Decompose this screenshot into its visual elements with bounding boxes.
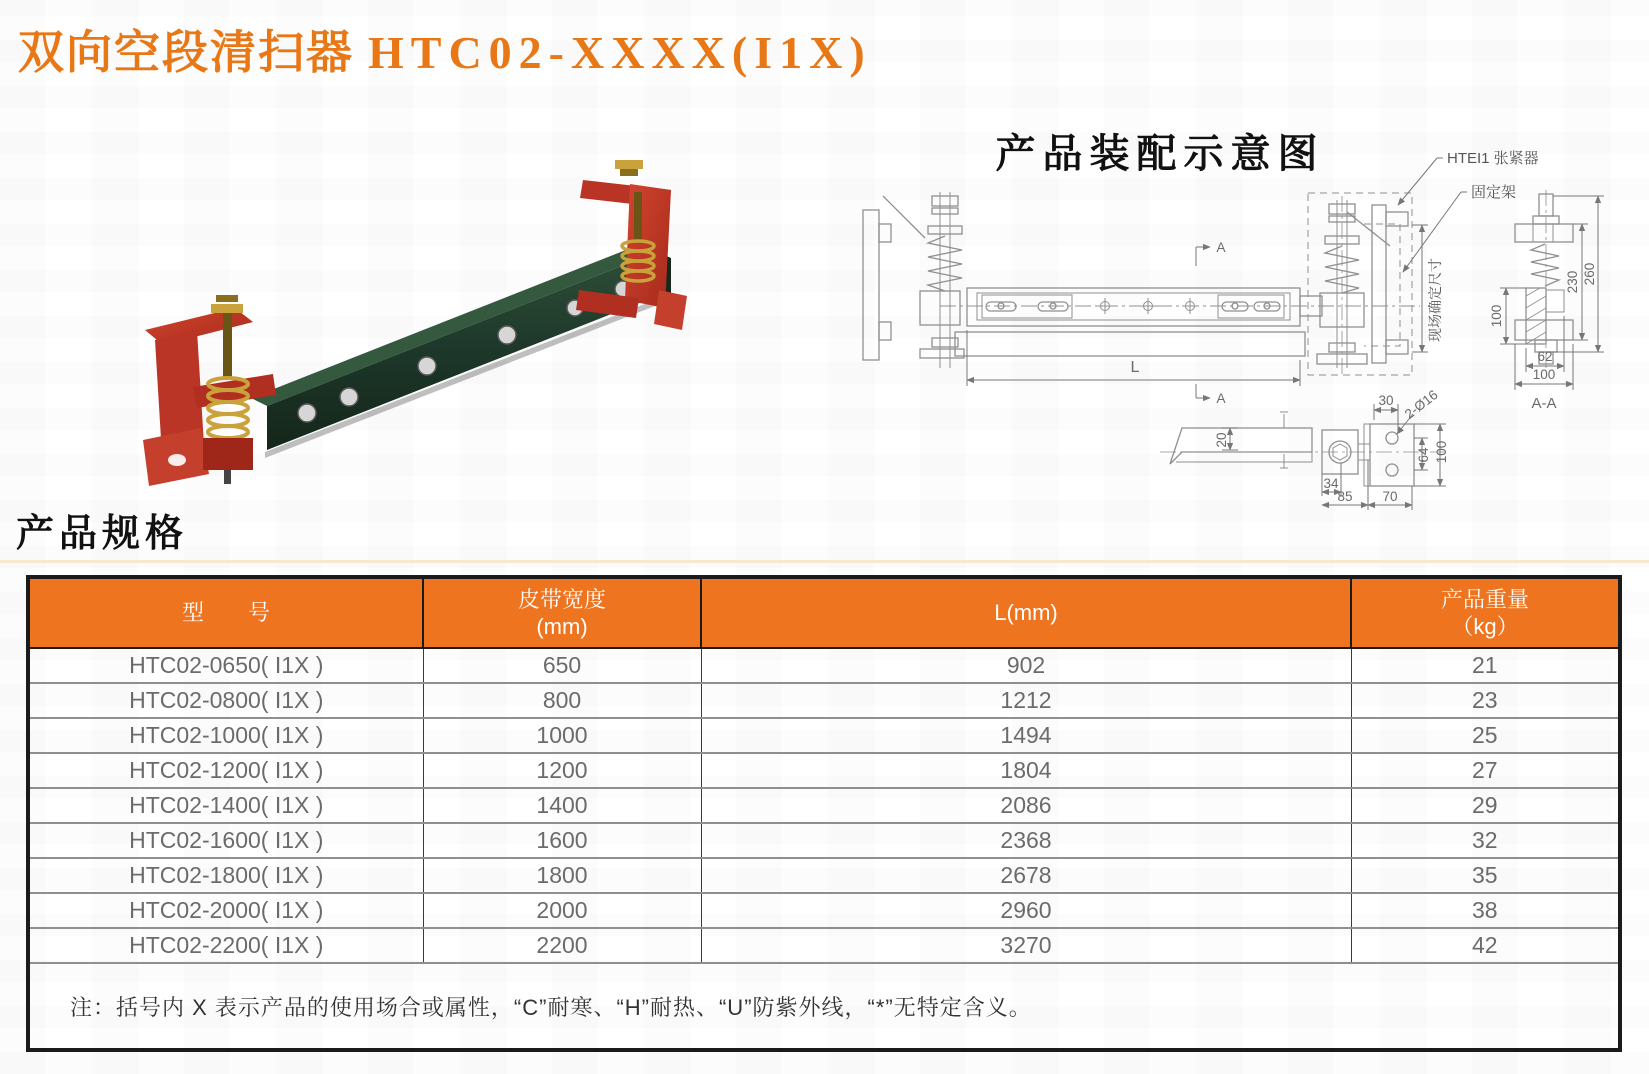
table-cell: 2960: [701, 893, 1351, 928]
header-line: 型 号: [181, 600, 270, 626]
col-header-belt-width: [423, 577, 701, 648]
section-a-label: A: [1216, 391, 1226, 406]
assembly-diagram: [810, 120, 1649, 515]
col-header-length: [701, 577, 1351, 648]
table-row: [28, 858, 1620, 893]
table-cell: 2086: [701, 788, 1351, 823]
page-title-code: HTC02-XXXX(I1X): [368, 27, 872, 78]
table-cell: 1000: [423, 718, 701, 753]
dim-64: 64: [1416, 447, 1431, 463]
table-row: [28, 753, 1620, 788]
frame-label: 固定架: [1471, 184, 1517, 201]
table-row: [28, 823, 1620, 858]
tensioner-label: HTEI1 张紧器: [1447, 150, 1539, 167]
table-cell: 21: [1351, 648, 1620, 683]
section-view-label: A-A: [1531, 395, 1557, 412]
table-cell: 2000: [423, 893, 701, 928]
dim-34: 34: [1323, 476, 1339, 491]
table-cell: 902: [701, 648, 1351, 683]
table-cell: HTC02-1400( I1X ): [28, 788, 423, 823]
col-header-weight: [1351, 577, 1620, 648]
table-cell: HTC02-0650( I1X ): [28, 648, 423, 683]
table-note: 注：括号内 X 表示产品的使用场合或属性，“C”耐寒、“H”耐热、“U”防紫外线，“*”无特定含义。: [28, 963, 1620, 1050]
table-cell: HTC02-1800( I1X ): [28, 858, 423, 893]
table-row: [28, 893, 1620, 928]
header-line: L(mm): [994, 600, 1058, 626]
dim-62: 62: [1537, 349, 1553, 364]
table-cell: 32: [1351, 823, 1620, 858]
dim-100-detail: 100: [1434, 440, 1449, 464]
table-row: [28, 928, 1620, 963]
table-cell: 1494: [701, 718, 1351, 753]
dim-70: 70: [1382, 489, 1398, 504]
diagram-title: 产品装配示意图: [995, 132, 1325, 176]
site-dim-label: 现场确定尺寸: [1427, 258, 1443, 342]
page-title-zh: 双向空段清扫器: [18, 27, 354, 78]
table-cell: 27: [1351, 753, 1620, 788]
header-line: 产品重量: [1440, 586, 1529, 612]
table-cell: 800: [423, 683, 701, 718]
table-cell: 3270: [701, 928, 1351, 963]
table-cell: 1600: [423, 823, 701, 858]
table-row: [28, 788, 1620, 823]
dim-100-left: 100: [1489, 304, 1504, 328]
specs-table: [26, 575, 1622, 1052]
table-cell: 1200: [423, 753, 701, 788]
table-cell: 650: [423, 648, 701, 683]
specs-heading: 产品规格: [16, 513, 189, 555]
table-cell: HTC02-1200( I1X ): [28, 753, 423, 788]
table-cell: 42: [1351, 928, 1620, 963]
table-cell: 29: [1351, 788, 1620, 823]
table-cell: 2368: [701, 823, 1351, 858]
left-bracket: [143, 295, 276, 486]
table-cell: 35: [1351, 858, 1620, 893]
table-cell: 1800: [423, 858, 701, 893]
length-dim-label: L: [1130, 359, 1140, 376]
table-cell: HTC02-1000( I1X ): [28, 718, 423, 753]
table-cell: HTC02-0800( I1X ): [28, 683, 423, 718]
right-bracket: [576, 160, 687, 330]
dim-2xd16: 2-Ø16: [1401, 386, 1441, 422]
dim-100: 100: [1532, 367, 1556, 382]
table-row: [28, 683, 1620, 718]
table-cell: 25: [1351, 718, 1620, 753]
header-line: 皮带宽度: [517, 586, 606, 612]
table-cell: 23: [1351, 683, 1620, 718]
table-row: [28, 648, 1620, 683]
table-header-row: [28, 577, 1620, 648]
section-a-label: A: [1216, 240, 1226, 255]
table-cell: 2200: [423, 928, 701, 963]
table-cell: 1804: [701, 753, 1351, 788]
col-header-model: [28, 577, 423, 648]
table-cell: 1212: [701, 683, 1351, 718]
note-row: [28, 963, 1620, 1050]
table-cell: HTC02-2200( I1X ): [28, 928, 423, 963]
table-cell: HTC02-2000( I1X ): [28, 893, 423, 928]
table-cell: HTC02-1600( I1X ): [28, 823, 423, 858]
table-row: [28, 718, 1620, 753]
product-photo: [85, 140, 755, 490]
dim-230: 230: [1565, 270, 1580, 294]
header-line: (mm): [536, 614, 588, 639]
heading-rule: [0, 560, 1649, 563]
dim-85: 85: [1337, 489, 1353, 504]
table-cell: 1400: [423, 788, 701, 823]
dim-260: 260: [1582, 262, 1597, 286]
header-line: （kg）: [1451, 614, 1519, 639]
page-title: [18, 16, 872, 82]
table-cell: 2678: [701, 858, 1351, 893]
table-cell: 38: [1351, 893, 1620, 928]
dim-30: 30: [1378, 393, 1394, 408]
dim-20: 20: [1214, 432, 1229, 448]
